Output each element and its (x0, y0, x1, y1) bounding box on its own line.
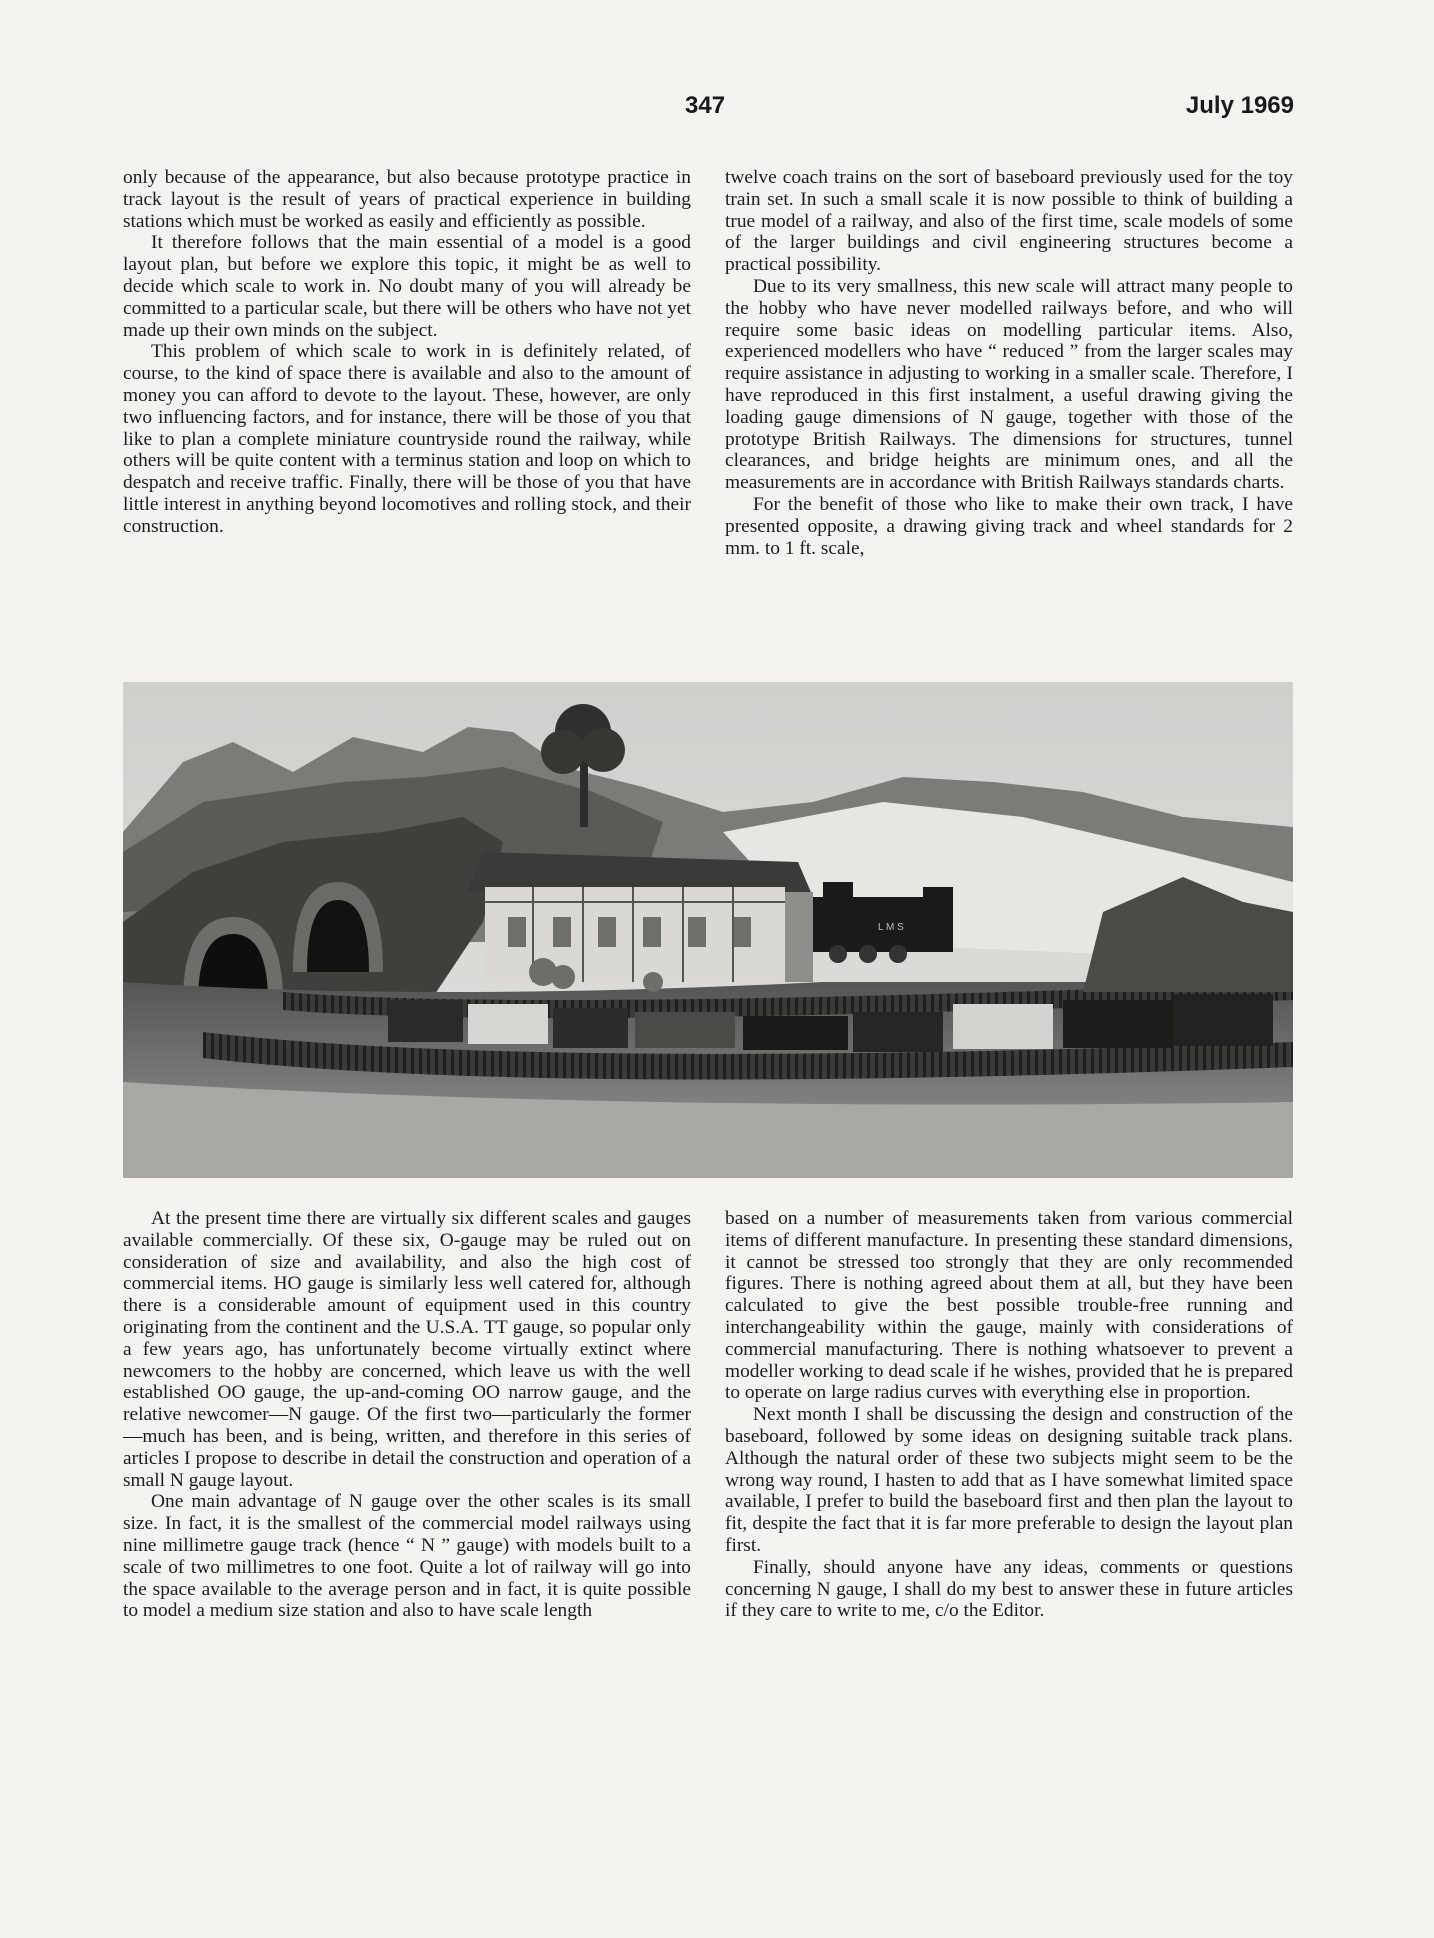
locomotive-lettering: L M S (878, 922, 904, 933)
top-left-column (123, 167, 691, 538)
paragraph: Next month I shall be discussing the design and construction of the baseboard, followed by some ideas on designing suitable track plans. Although the natural order of these two subjects might seem to be the wrong way round, I hasten to add that as I have somewhat limited space available, I prefer to build the baseboard first and then plan the layout to fit, despite the fact that it is far more preferable to design the layout plan first. (725, 1404, 1293, 1556)
paragraph: Finally, should anyone have any ideas, comments or questions concerning N gauge, I shall do my best to answer these in future articles if they care to write to me, c/o the Editor. (725, 1556, 1293, 1622)
paragraph: based on a number of measurements taken from various commercial items of different manufacture. In presenting these standard dimensions, it cannot be stressed too strongly that they are only recommended figures. There is nothing agreed about them at all, but they have been calculated to give the best possible trouble-free running and interchangeability within the gauge, mainly with considerations of commercial manufacturing. There is nothing whatsoever to prevent a modeller working to dead scale if he wishes, provided that he is prepared to operate on large radius curves with everything else in proportion. (725, 1208, 1293, 1404)
paragraph: At the present time there are virtually six different scales and gauges available commercially. Of these six, O-gauge may be ruled out on consideration of size and availability, and also the high cost of commercial items. HO gauge is similarly less well catered for, although there is a considerable amount of equipment used in this country originating from the continent and the U.S.A. TT gauge, so popular only a few years ago, has unfortunately become virtually extinct where newcomers to the hobby are concerned, which leave us with the well established OO gauge, the up-and-coming OO narrow gauge, and the relative newcomer—N gauge. Of the first two—particularly the former—much has been, and is being, written, and therefore in this series of articles I propose to describe in detail the construction and operation of a small N gauge layout. (123, 1208, 691, 1491)
paragraph: This problem of which scale to work in is definitely related, of course, to the kind of space there is available and also to the amount of money you can afford to devote to the layout. These, however, are only two influencing factors, and for instance, there will be those of you that like to plan a complete miniature countryside round the railway, while others will be quite content with a terminus station and loop on which to despatch and receive traffic. Finally, there will be those of you that have little interest in anything beyond locomotives and rolling stock, and their construction. (123, 341, 691, 537)
layout-photograph (123, 682, 1293, 1178)
page-number: 347 (685, 92, 726, 119)
issue-date: July 1969 (1185, 92, 1294, 119)
paragraph: Due to its very smallness, this new scale will attract many people to the hobby who have never modelled railways before, and who will require some basic ideas on modelling particular items. Also, experienced modellers who have “ reduced ” from the larger scales may require assistance in adjusting to working in a smaller scale. Therefore, I have reproduced in this first instalment, a useful drawing giving the loading gauge dimensions of N gauge, together with those of the prototype British Railways. The dimensions for structures, tunnel clearances, and bridge heights are minimum ones, and all the measurements are in accordance with British Railways standards charts. (725, 275, 1293, 494)
page-header (0, 92, 1434, 128)
paragraph: One main advantage of N gauge over the other scales is its small size. In fact, it is the smallest of the commercial model railways using nine millimetre gauge track (hence “ N ” gauge) with models built to a scale of two millimetres to one foot. Quite a lot of railway will go into the space available to the average person and in fact, it is quite possible to model a medium size station and also to have scale length (123, 1491, 691, 1622)
bottom-left-column (123, 1208, 691, 1622)
top-right-column (725, 167, 1293, 559)
paragraph: It therefore follows that the main essential of a model is a good layout plan, but before we explore this topic, it might be as well to decide which scale to work in. No doubt many of you will already be committed to a particular scale, but there will be others who have not yet made up their own minds on the subject. (123, 232, 691, 341)
engine-shed (468, 852, 813, 982)
model-railway-scene (123, 682, 1293, 1178)
bottom-right-column (725, 1208, 1293, 1622)
paragraph: only because of the appearance, but also because prototype practice in track layout is the result of years of practical experience in building stations which must be worked as easily and efficiently as possible. (123, 167, 691, 232)
paragraph: twelve coach trains on the sort of baseboard previously used for the toy train set. In such a small scale it is now possible to think of building a true model of a railway, and also of the first time, scale models of some of the larger buildings and civil engineering structures become a practical possibility. (725, 167, 1293, 276)
paragraph: For the benefit of those who like to make their own track, I have presented opposite, a drawing giving track and wheel standards for 2 mm. to 1 ft. scale, (725, 493, 1293, 559)
